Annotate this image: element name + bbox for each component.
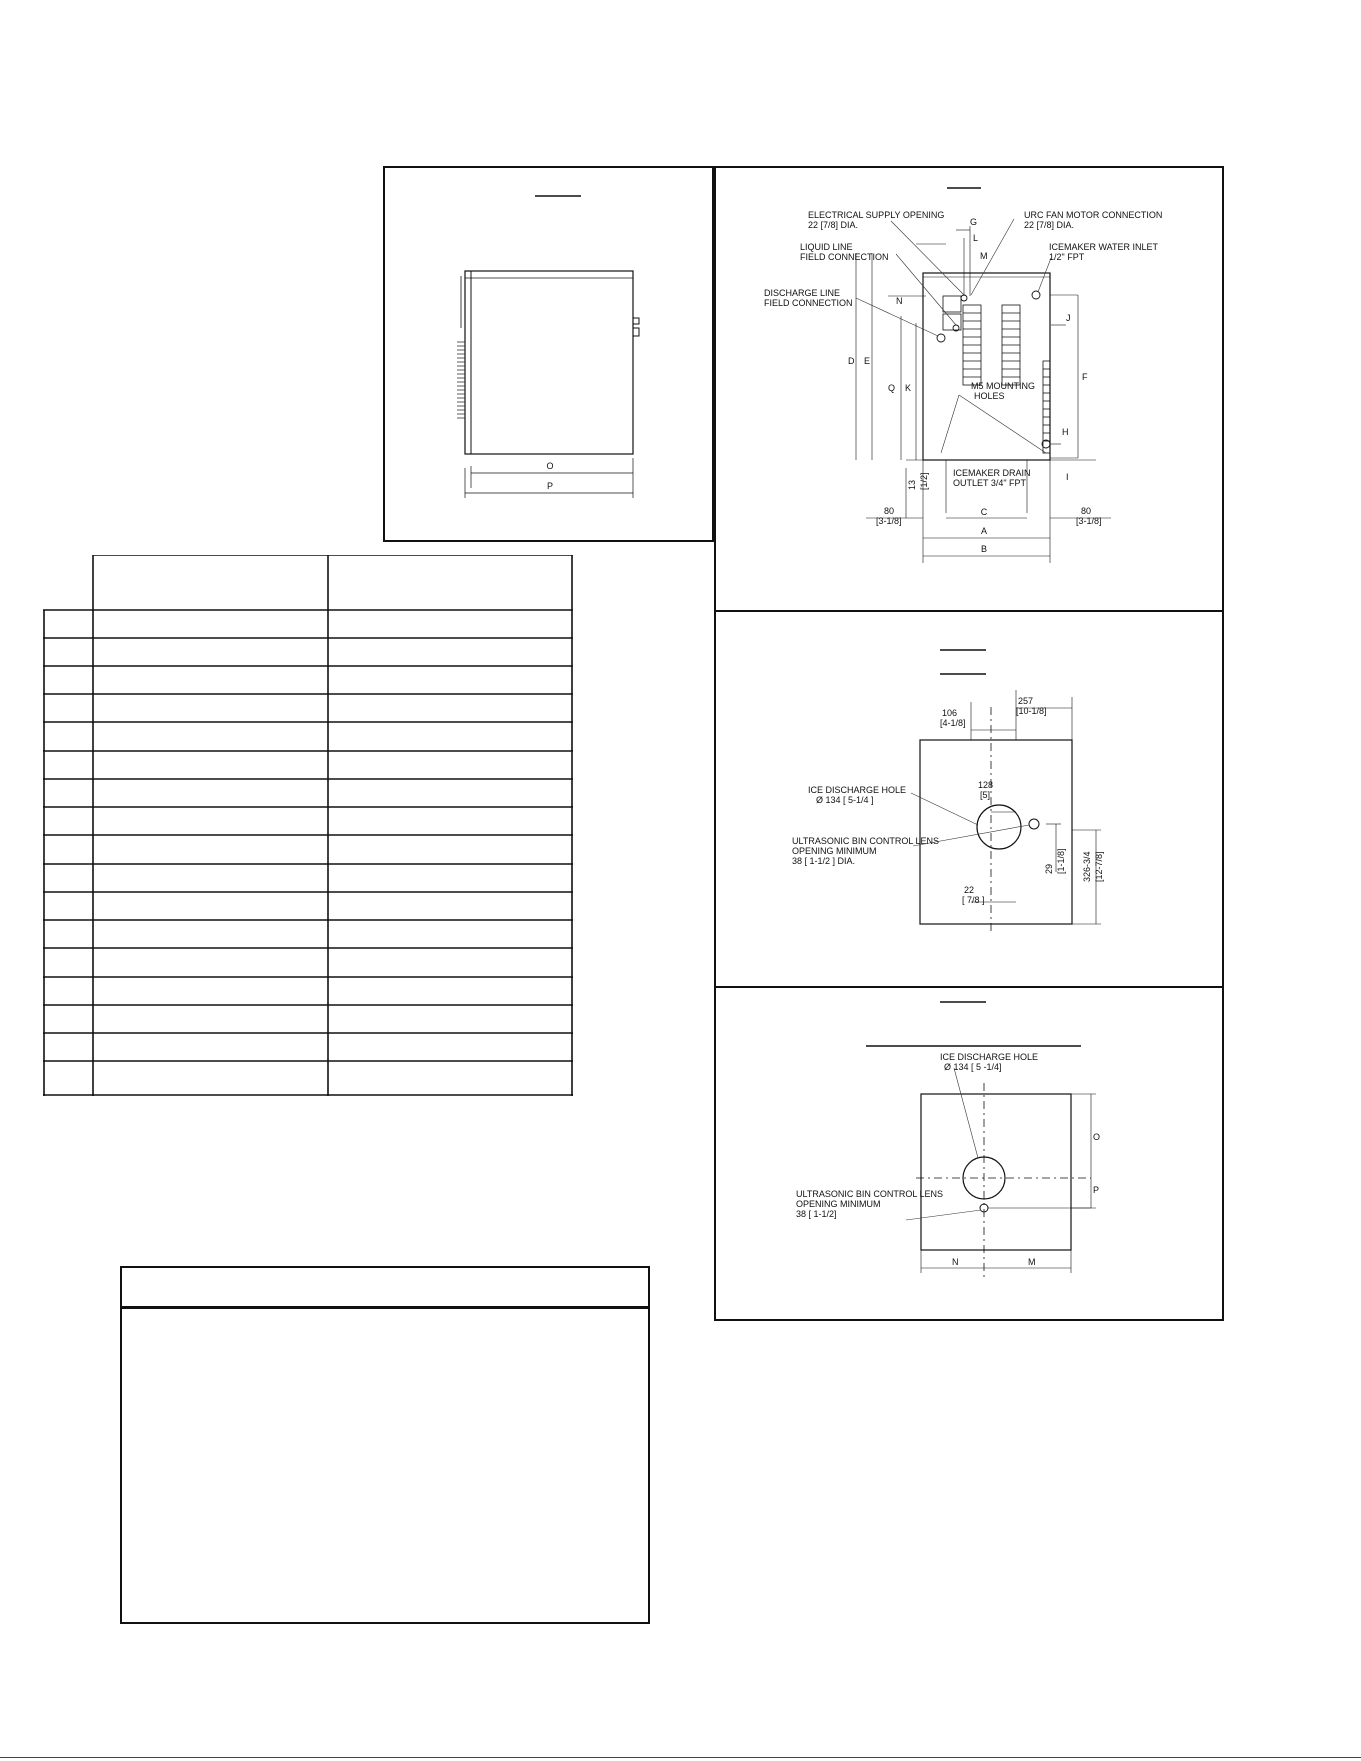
dim-letter-c: C (980, 507, 988, 517)
dim-80-left-inch: [3-1/8] (876, 516, 902, 526)
dim-80-right: 80 (1081, 506, 1092, 516)
label-lens-1: ULTRASONIC BIN CONTROL LENS (792, 836, 940, 846)
dim-13-inch: [1/2] (919, 472, 929, 490)
dim-106: 106 (942, 708, 958, 718)
label-lens-2-1: ULTRASONIC BIN CONTROL LENS (796, 1189, 944, 1199)
top-connection-box-1 (943, 296, 961, 312)
label-lens-3: 38 [ 1-1/2 ] DIA. (792, 856, 856, 866)
label-urc-fan-2: 22 [7/8] DIA. (1024, 220, 1075, 230)
dim-13: 13 (907, 479, 917, 490)
top-louver-center (963, 305, 1020, 385)
discharge-line-fitting (937, 334, 945, 342)
dim-22-inch: [ 7/8 ] (962, 895, 985, 905)
dim-letter-l: L (973, 233, 979, 243)
label-drain-outlet-1: ICEMAKER DRAIN (953, 468, 1031, 478)
dim-29: 29 (1044, 863, 1054, 874)
label-liquid-line-1: LIQUID LINE (800, 242, 853, 252)
dim-letter-f: F (1082, 372, 1088, 382)
dim-letter-n: N (896, 296, 903, 306)
dim-128: 128 (978, 780, 994, 790)
notes-box-header (122, 1268, 648, 1309)
label-urc-fan-1: URC FAN MOTOR CONNECTION (1024, 210, 1163, 220)
dim-80-right-inch: [3-1/8] (1076, 516, 1102, 526)
label-water-inlet-2: 1/2" FPT (1049, 252, 1085, 262)
label-ice-discharge-2: Ø 134 [ 5-1/4 ] (816, 795, 874, 805)
dim-letter-e: E (864, 356, 871, 366)
bottom-1-ice-discharge-hole (977, 805, 1021, 849)
label-mounting-holes-1: M5 MOUNTING (971, 381, 1035, 391)
page-bottom-rule (0, 1757, 1361, 1758)
top-louver-right (1043, 361, 1050, 453)
label-ice-discharge-2-1: ICE DISCHARGE HOLE (940, 1052, 1039, 1062)
label-discharge-line-1: DISCHARGE LINE (764, 288, 841, 298)
dim-letter-d: D (848, 356, 855, 366)
dim-letter-i: I (1066, 472, 1069, 482)
side-view-drawing (385, 168, 716, 544)
dim-106-inch: [4-1/8] (940, 718, 966, 728)
label-electrical-supply-1: ELECTRICAL SUPPLY OPENING (808, 210, 945, 220)
water-inlet-fitting (1032, 291, 1040, 299)
dim-letter-h: H (1062, 427, 1069, 437)
label-ice-discharge-2-2: Ø 134 [ 5 -1/4] (944, 1062, 1002, 1072)
dim-letter-a: A (980, 526, 988, 536)
dim-128-inch: [5] (980, 790, 991, 800)
bottom-2-dim-lines (921, 1094, 1096, 1273)
bottom-view-1-panel (714, 610, 1224, 988)
dim-80-left: 80 (884, 506, 895, 516)
notes-box (120, 1266, 650, 1624)
bottom-1-cabinet (920, 740, 1072, 924)
bottom-2-cabinet (921, 1094, 1071, 1250)
label-drain-outlet-2: OUTLET 3/4" FPT (953, 478, 1027, 488)
top-view-panel (714, 166, 1224, 612)
label-mounting-holes-2: HOLES (974, 391, 1005, 401)
dim-326: 326-3/4 (1082, 851, 1092, 882)
bottom-1-lens-opening (1029, 819, 1039, 829)
label-lens-2-2: OPENING MINIMUM (796, 1199, 881, 1209)
top-cabinet (923, 273, 1050, 460)
label-electrical-supply-2: 22 [7/8] DIA. (808, 220, 859, 230)
dim-letter-n-2: N (952, 1257, 959, 1267)
label-liquid-line-2: FIELD CONNECTION (800, 252, 889, 262)
dim-326-inch: [12-7/8] (1094, 851, 1104, 882)
dimensions-table (43, 555, 573, 1096)
label-lens-2-3: 38 [ 1-1/2] (796, 1209, 837, 1219)
side-condenser-fins (457, 342, 465, 418)
dim-29-inch: [1-1/8] (1056, 848, 1066, 874)
dim-letter-m-2: M (1028, 1257, 1036, 1267)
label-discharge-line-2: FIELD CONNECTION (764, 298, 853, 308)
label-lens-2: OPENING MINIMUM (792, 846, 877, 856)
side-view-panel (383, 166, 714, 542)
dim-letter-g: G (970, 217, 978, 227)
dim-letter-p: P (546, 481, 554, 491)
bottom-view-2-drawing (716, 988, 1226, 1323)
bottom-view-2-panel (714, 986, 1224, 1321)
dim-letter-o-2: O (1093, 1132, 1101, 1142)
dim-letter-b: B (980, 544, 988, 554)
dim-257-inch: [10-1/8] (1016, 706, 1047, 716)
dim-257: 257 (1018, 696, 1034, 706)
dim-letter-k: K (905, 383, 912, 393)
bottom-view-1-drawing (716, 612, 1226, 990)
label-water-inlet-1: ICEMAKER WATER INLET (1049, 242, 1159, 252)
dim-letter-o: O (546, 461, 554, 471)
dim-letter-q: Q (888, 383, 896, 393)
top-view-drawing (716, 168, 1226, 614)
dim-letter-j: J (1066, 313, 1071, 323)
side-cabinet (465, 271, 633, 454)
dim-letter-m: M (980, 251, 988, 261)
side-fitting-2 (633, 328, 639, 336)
dim-letter-p-2: P (1093, 1185, 1100, 1195)
top-connection-box-2 (943, 314, 961, 330)
dim-22: 22 (964, 885, 975, 895)
label-ice-discharge-1: ICE DISCHARGE HOLE (808, 785, 907, 795)
side-fitting-1 (633, 318, 639, 324)
